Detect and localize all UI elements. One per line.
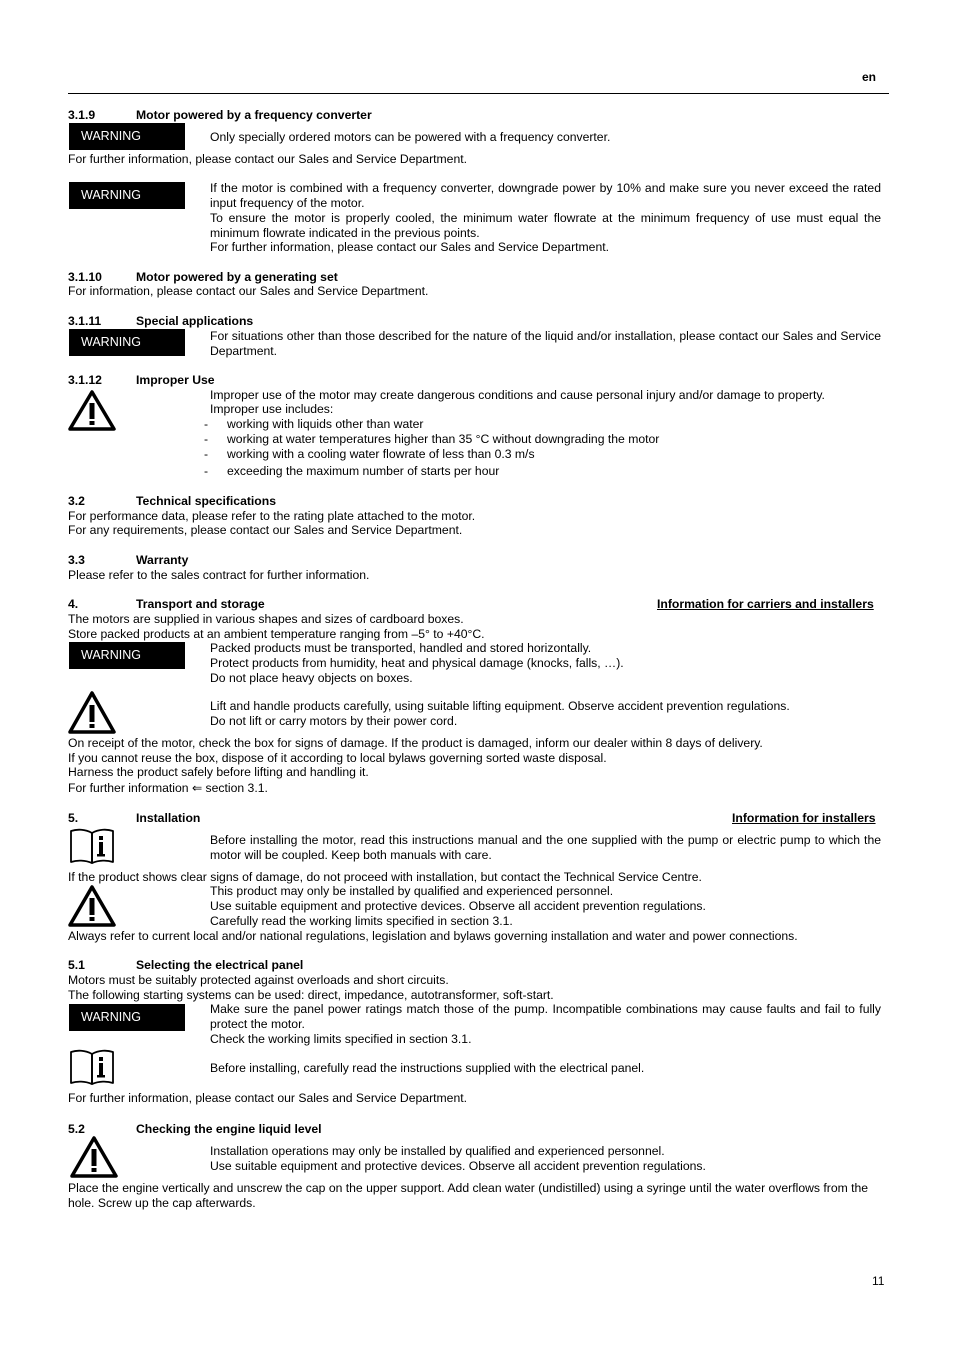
language-code: en (862, 70, 877, 84)
paragraph: Do not lift or carry motors by their power cord. (210, 714, 458, 728)
section-heading-4: 4. Transport and storage (68, 597, 265, 611)
paragraph: Only specially ordered motors can be powered with a frequency converter. (210, 130, 611, 144)
paragraph: For further information, please contact our Sales and Service Department. (210, 240, 609, 254)
paragraph: If the motor is combined with a frequency converter, downgrade power by 10% and make sure you never exceed the rated input frequency of the motor. (210, 181, 881, 210)
paragraph: Installation operations may only be installed by qualified and experienced personnel. (210, 1144, 665, 1158)
warning-label: WARNING (69, 1004, 185, 1031)
warning-triangle-icon (69, 1135, 119, 1179)
paragraph: To ensure the motor is properly cooled, the minimum water flowrate at the minimum frequency of use must equal the minimum flowrate indicated in the previous points. (210, 211, 881, 240)
paragraph: Always refer to current local and/or national regulations, legislation and bylaws governing installation and water and power connections. (68, 929, 798, 943)
audience-note: Information for installers (732, 811, 876, 825)
paragraph: For further information, please contact our Sales and Service Department. (68, 1091, 467, 1105)
paragraph: Make sure the panel power ratings match those of the pump. Incompatible combinations may cause faults and fail to fully protect the motor. (210, 1002, 881, 1031)
paragraph: For any requirements, please contact our Sales and Service Department. (68, 523, 463, 537)
paragraph: For further information ⇐ section 3.1. (68, 781, 268, 795)
paragraph: Lift and handle products carefully, using suitable lifting equipment. Observe accident prevention regulations. (210, 699, 790, 713)
paragraph: The following starting systems can be used: direct, impedance, autotransformer, soft-start. (68, 988, 554, 1002)
warning-triangle-icon (67, 389, 117, 432)
list-item: - working at water temperatures higher than 35 °C without downgrading the motor (204, 432, 660, 446)
manual-book-icon (69, 827, 115, 865)
paragraph: Carefully read the working limits specified in section 3.1. (210, 914, 513, 928)
manual-book-icon (69, 1048, 115, 1086)
warning-label: WARNING (69, 642, 185, 669)
paragraph: This product may only be installed by qualified and experienced personnel. (210, 884, 614, 898)
paragraph: On receipt of the motor, check the box for signs of damage. If the product is damaged, inform our dealer within 8 days of delivery. (68, 736, 763, 750)
paragraph: Use suitable equipment and protective devices. Observe all accident prevention regulations. (210, 1159, 706, 1173)
paragraph: For further information, please contact our Sales and Service Department. (68, 152, 467, 166)
paragraph: If you cannot reuse the box, dispose of it according to local bylaws governing sorted waste disposal. (68, 751, 607, 765)
warning-triangle-icon (67, 884, 117, 928)
paragraph: Before installing the motor, read this instructions manual and the one supplied with the pump or electric pump to which the motor will be coupled. Keep both manuals with care. (210, 833, 881, 862)
section-heading-5-1: 5.1 Selecting the electrical panel (68, 958, 304, 972)
section-heading-3-1-11: 3.1.11 Special applications (68, 314, 254, 328)
section-heading-3-3: 3.3 Warranty (68, 553, 189, 567)
section-heading-5: 5. Installation (68, 811, 201, 825)
paragraph: Improper use includes: (210, 402, 334, 416)
warning-triangle-icon (67, 690, 117, 735)
warning-label: WARNING (69, 123, 185, 150)
list-item: - exceeding the maximum number of starts per hour (204, 464, 500, 478)
paragraph: Harness the product safely before lifting and handling it. (68, 765, 369, 779)
paragraph: Place the engine vertically and unscrew the cap on the upper support. Add clean water (undistilled) using a syringe until the water overflows from the hole. Screw up the cap afterwards. (68, 1181, 869, 1210)
paragraph: Check the working limits specified in section 3.1. (210, 1032, 472, 1046)
section-heading-3-1-10: 3.1.10 Motor powered by a generating set (68, 270, 338, 284)
paragraph: The motors are supplied in various shapes and sizes of cardboard boxes. (68, 612, 464, 626)
list-item: - working with liquids other than water (204, 417, 424, 431)
paragraph: Motors must be suitably protected against overloads and short circuits. (68, 973, 449, 987)
list-item: - working with a cooling water flowrate of less than 0.3 m/s (204, 447, 535, 461)
section-heading-5-2: 5.2 Checking the engine liquid level (68, 1122, 322, 1136)
paragraph: Use suitable equipment and protective devices. Observe all accident prevention regulations. (210, 899, 706, 913)
paragraph: If the product shows clear signs of damage, do not proceed with installation, but contact the Technical Service Centre. (68, 870, 702, 884)
header-rule (68, 93, 889, 94)
section-heading-3-1-9: 3.1.9 Motor powered by a frequency converter (68, 108, 372, 122)
paragraph: Do not place heavy objects on boxes. (210, 671, 413, 685)
section-heading-3-2: 3.2 Technical specifications (68, 494, 276, 508)
paragraph: Please refer to the sales contract for further information. (68, 568, 370, 582)
audience-note: Information for carriers and installers (657, 597, 874, 611)
paragraph: Improper use of the motor may create dangerous conditions and cause personal injury and/or damage to property. (210, 388, 825, 402)
section-heading-3-1-12: 3.1.12 Improper Use (68, 373, 215, 387)
page-number: 11 (872, 1274, 885, 1288)
paragraph: For performance data, please refer to the rating plate attached to the motor. (68, 509, 476, 523)
warning-label: WARNING (69, 182, 185, 209)
warning-label: WARNING (69, 329, 185, 356)
paragraph: Protect products from humidity, heat and physical damage (knocks, falls, …). (210, 656, 624, 670)
paragraph: For information, please contact our Sales and Service Department. (68, 284, 429, 298)
paragraph: Packed products must be transported, handled and stored horizontally. (210, 641, 592, 655)
paragraph: Store packed products at an ambient temperature ranging from –5° to +40°C. (68, 627, 485, 641)
paragraph: For situations other than those described for the nature of the liquid and/or installation, please contact our Sales and Service Department. (210, 329, 881, 358)
paragraph: Before installing, carefully read the instructions supplied with the electrical panel. (210, 1061, 645, 1075)
